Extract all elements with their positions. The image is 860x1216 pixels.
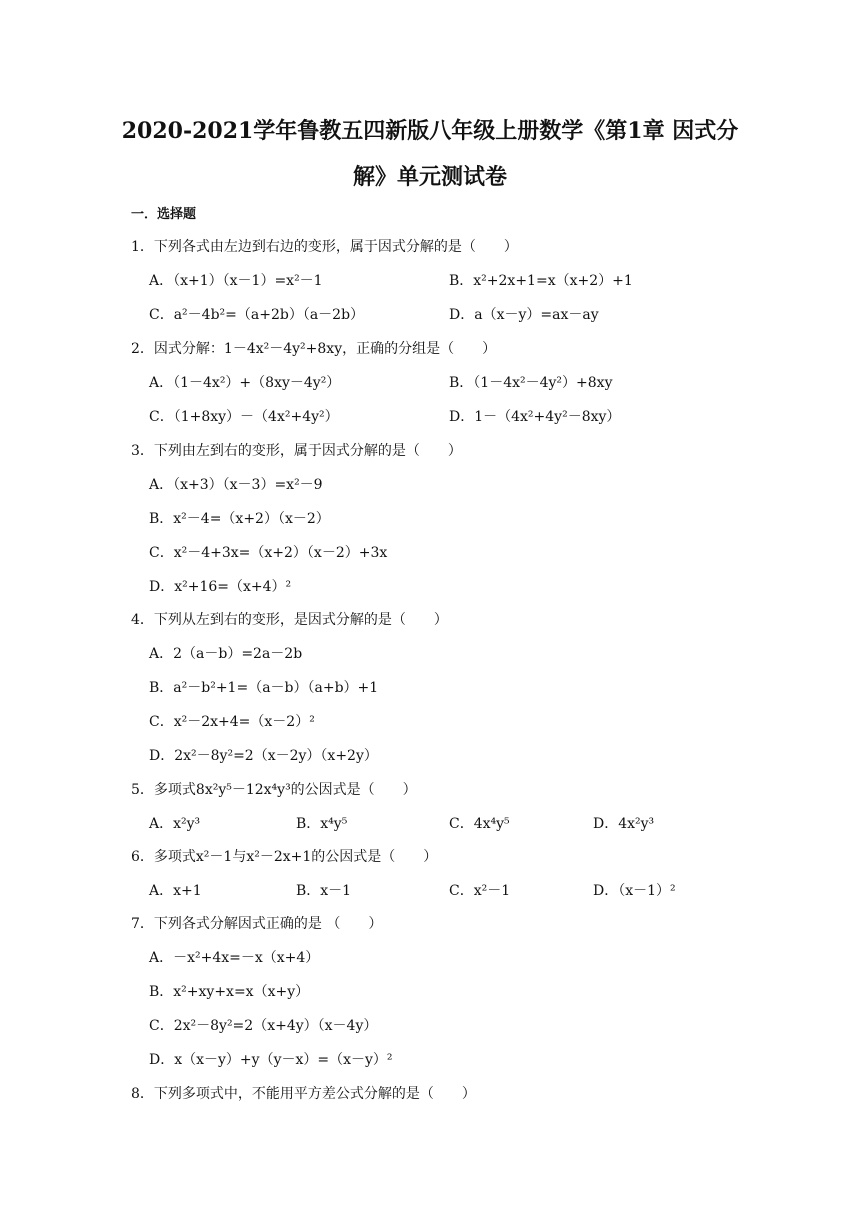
question-6-option-b: B．x－1 bbox=[296, 883, 352, 899]
question-2: 2．因式分解：1－4x²－4y²+8xy，正确的分组是（ ） bbox=[131, 341, 497, 357]
document-title bbox=[100, 108, 760, 200]
question-2-option-c: C．（1+8xy）－（4x²+4y²） bbox=[149, 409, 339, 425]
question-7-option-c: C．2x²－8y²=2（x+4y）（x－4y） bbox=[149, 1018, 378, 1034]
question-4-option-d: D．2x²－8y²=2（x－2y）（x+2y） bbox=[149, 748, 378, 764]
question-5: 5．多项式8x²y⁵－12x⁴y³的公因式是（ ） bbox=[131, 782, 417, 798]
question-3: 3．下列由左到右的变形，属于因式分解的是（ ） bbox=[131, 443, 462, 459]
question-6: 6．多项式x²－1与x²－2x+1的公因式是（ ） bbox=[131, 849, 438, 865]
question-5-option-a: A．x²y³ bbox=[149, 816, 201, 832]
question-7-option-a: A．－x²+4x=－x（x+4） bbox=[149, 950, 320, 966]
question-5-option-b: B．x⁴y⁵ bbox=[296, 816, 348, 832]
question-6-option-c: C．x²－1 bbox=[449, 883, 511, 899]
question-1-option-b: B．x²+2x+1=x（x+2）+1 bbox=[449, 273, 633, 289]
question-4-option-b: B．a²－b²+1=（a－b）（a+b）+1 bbox=[149, 680, 379, 696]
question-2-option-b: B．（1－4x²－4y²）+8xy bbox=[449, 375, 613, 391]
question-1-option-c: C．a²－4b²=（a+2b）（a－2b） bbox=[149, 307, 365, 323]
question-7: 7．下列各式分解因式正确的是 （ ） bbox=[131, 916, 383, 932]
question-5-option-d: D．4x²y³ bbox=[593, 816, 655, 832]
question-4-option-c: C．x²－2x+4=（x－2）² bbox=[149, 714, 315, 730]
question-6-option-d: D．（x－1）² bbox=[593, 883, 676, 899]
question-7-option-d: D．x（x－y）+y（y－x）=（x－y）² bbox=[149, 1052, 393, 1068]
question-3-option-b: B．x²－4=（x+2）（x－2） bbox=[149, 511, 330, 527]
question-6-option-a: A．x+1 bbox=[149, 883, 202, 899]
question-5-option-c: C．4x⁴y⁵ bbox=[449, 816, 510, 832]
question-1-option-d: D．a（x－y）=ax－ay bbox=[449, 307, 599, 323]
title-line-1: 2020-2021学年鲁教五四新版八年级上册数学《第1章 因式分 bbox=[121, 118, 739, 144]
question-4: 4．下列从左到右的变形，是因式分解的是（ ） bbox=[131, 612, 448, 628]
title-line-2: 解》单元测试卷 bbox=[352, 164, 507, 190]
question-2-option-a: A．（1－4x²）+（8xy－4y²） bbox=[149, 375, 341, 391]
question-1: 1．下列各式由左边到右边的变形，属于因式分解的是（ ） bbox=[131, 239, 518, 255]
question-3-option-d: D．x²+16=（x+4）² bbox=[149, 579, 292, 595]
section-heading: 一．选择题 bbox=[131, 207, 197, 222]
question-8: 8．下列多项式中，不能用平方差公式分解的是（ ） bbox=[131, 1086, 476, 1102]
question-3-option-c: C．x²－4+3x=（x+2）（x－2）+3x bbox=[149, 545, 388, 561]
question-7-option-b: B．x²+xy+x=x（x+y） bbox=[149, 984, 310, 1000]
question-2-option-d: D．1－（4x²+4y²－8xy） bbox=[449, 409, 621, 425]
question-3-option-a: A．（x+3）（x－3）=x²－9 bbox=[149, 477, 323, 493]
question-1-option-a: A．（x+1）（x－1）=x²－1 bbox=[149, 273, 323, 289]
question-4-option-a: A．2（a－b）=2a－2b bbox=[149, 646, 303, 662]
